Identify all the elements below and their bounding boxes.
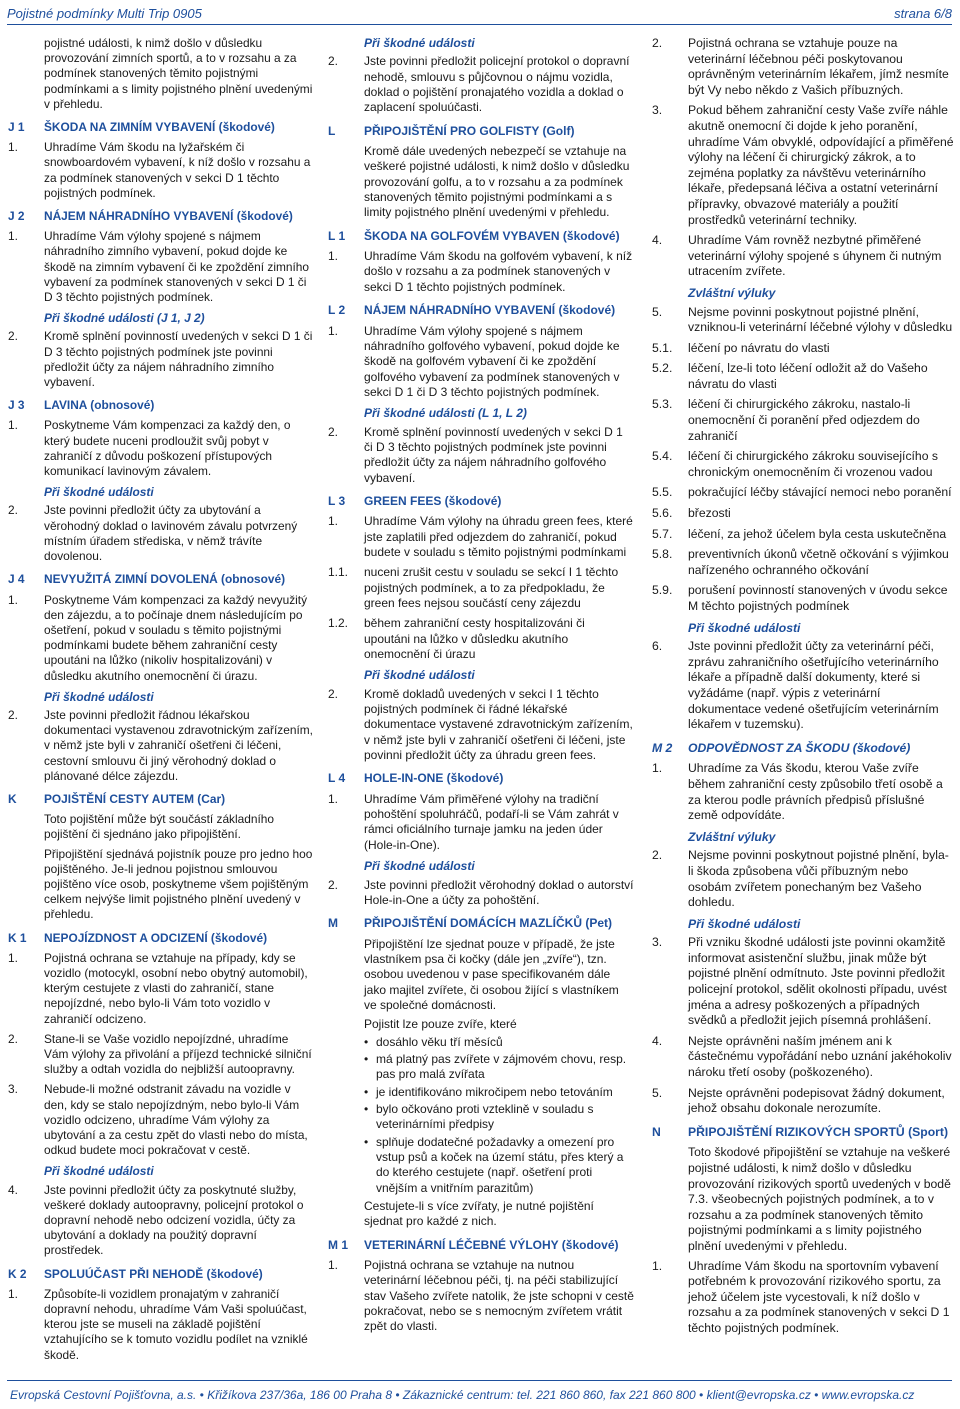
clause-number: 1. [8, 950, 18, 965]
clause-text: Při vzniku škodné události jste povinni okamžitě informovat asistenční službu, jinak může být pojistné plnění odmítnuto. Jste povinni předložit policejní protokol, sdělit okolnosti případu, uvést jména a adresy poškozených a případných svědků a předložit jejich písemná prohlášení. [688, 935, 947, 1028]
section-number: L 1 [328, 228, 346, 243]
clause-text: nuceni zrušit cestu v souladu se sekcí I 1 těchto pojistných podmínek, a to za předpokladu, že green fees nejsou součástí ceny zájezdu [364, 565, 619, 610]
clause-number: 1. [328, 249, 339, 264]
clause [652, 341, 954, 357]
subheading: Při škodné události [44, 1164, 154, 1179]
clause [652, 506, 954, 522]
clause [652, 761, 954, 823]
clause-text: léčení, za jehož účelem byla cesta uskutečněna [688, 526, 947, 541]
section-title: LAVINA (obnosové) [44, 398, 155, 413]
section-title: GREEN FEES (škodové) [364, 493, 502, 508]
clause-number: 1. [328, 323, 339, 338]
clause [8, 1082, 314, 1158]
column-middle [328, 36, 634, 1340]
subheading: Při škodné události [44, 689, 154, 704]
section-number: K 1 [8, 930, 27, 945]
clause-text: Nejste oprávněni naším jménem ani k částečnému vypořádání nebo uznání jakéhokoliv nároku třetí osoby (poškozeného). [688, 1033, 952, 1080]
clause [652, 485, 954, 501]
clause-number: 1. [328, 791, 339, 806]
clause-number: 1. [8, 1286, 18, 1301]
clause [652, 1259, 954, 1337]
clause-number: 5.5. [652, 485, 673, 500]
clause [328, 54, 634, 115]
clause-number: 3. [652, 103, 663, 118]
clause [328, 792, 634, 853]
clause-number: 2. [8, 1031, 18, 1046]
clause-number: 5.3. [652, 397, 673, 412]
section-title: SPOLUÚČAST PŘI NEHODĚ (škodové) [44, 1266, 263, 1281]
section-heading [8, 398, 314, 413]
bullet-list-wrapper [328, 1035, 634, 1196]
clause-number: 3. [8, 1082, 18, 1097]
section-title: VETERINÁRNÍ LÉČEBNÉ VÝLOHY (škodové) [364, 1237, 619, 1252]
clause-number: 5.7. [652, 526, 673, 541]
clause-number: 2. [328, 54, 339, 69]
clause-text: Jste povinni předložit věrohodný doklad o autorství Hole-in-One a účty za pohoštění. [364, 877, 634, 907]
section-heading [328, 494, 634, 509]
clause [8, 708, 314, 784]
paragraph: Připojištění lze sjednat pouze v případě, že jste vlastníkem psa či kočky (dále jen „zvíře“), tzn. osobou uvedenou v pase specifikovaném dále jako majitel zvířete, či osobou žijící s vlastníkem ve společné domácnosti. [364, 936, 619, 1012]
header-divider [7, 24, 952, 25]
section-number: J 3 [8, 398, 25, 413]
clause [652, 36, 954, 98]
clause [652, 935, 954, 1029]
section-title: NÁJEM NÁHRADNÍHO VYBAVENÍ (škodové) [364, 303, 616, 318]
clause-number: 5.4. [652, 449, 673, 464]
clause [328, 249, 634, 295]
clause-number: 5.8. [652, 547, 673, 562]
section-number: M 2 [652, 740, 673, 755]
clause-number: 4. [8, 1182, 18, 1197]
list-item: • má platný pas zvířete v zájmovém chovu, resp. pas pro malá zvířata [364, 1052, 634, 1083]
section-heading [652, 741, 954, 757]
clause [652, 361, 954, 392]
subheading: Při škodné události [364, 36, 475, 50]
subheading: Při škodné události [364, 859, 475, 874]
clause-text: Pokud během zahraniční cesty Vaše zvíře náhle akutně onemocní či dojde k jeho poranění, uhradíme Vám obvyklé, odpovídající a přiměřené výlohy na léčení či chirurgický zákrok, a to zejména poplatky za návštěvu veterinárního lékaře, předepsaná léčiva a ostatní veterinární přípravky, obvazové materiály a použití prostředků veterinární techniky. [688, 103, 954, 227]
clause-text: Pojistná ochrana se vztahuje pouze na veterinární léčebnou péči poskytovanou oprávněným veterinárním lékařem, jímž nesmíte být Vy nebo někdo z Vašich příbuzných. [688, 36, 949, 97]
section-title: ŠKODA NA GOLFOVÉM VYBAVEN (škodové) [364, 228, 620, 243]
clause-text: Uhradíme Vám výlohy spojené s nájmem náhradního golfového vybavení, pokud dojde ke škodě na golfovém vybavení či ke zpoždění golfového vybavení za podmínek stanovených v sekci D 1 či D 3 těchto pojistných podmínek. [364, 323, 620, 399]
section-number: K [8, 791, 17, 806]
paragraph: Kromě dále uvedených nebezpečí se vztahuje na veškeré pojistné události, k nimž došlo v důsledku provozování golfu, a to v rozsahu a za podmínek stanovených těmito pojistnými podmínkami a s limity pojistného plnění uvedenými v přehledu. [364, 144, 630, 220]
section-heading [8, 1267, 314, 1282]
clause-number: 5. [652, 1085, 663, 1100]
clause-text: Nejsme povinni poskytnout pojistné plnění, byla-li škoda způsobena vůči příbuzným nebo osobám zvířetem ponechaným bez Vašeho dohledu. [688, 848, 949, 910]
clause-text: Uhradíme Vám škodu na lyžařském či snowboardovém vybavení, k níž došlo v rozsahu a za podmínek stanovených v sekci D 1 těchto pojistných podmínek. [44, 140, 311, 200]
clause-number: 2. [8, 707, 18, 722]
clause [652, 527, 954, 543]
clause-text: preventivních úkonů včetně očkování s výjimkou nařízeného ochranného očkování [688, 547, 949, 577]
clause-text: Nebude-li možné odstranit závadu na vozidle v den, kdy se stalo nepojízdným, nebo bylo-li Vám vozidlo odcizeno, uhradíme Vám výlohy za ubytování a za cestu zpět do vlasti nebo do místa, odkud budete moci pokračovat v cestě. [44, 1082, 308, 1158]
clause-text: Uhradíme Vám škodu na sportovním vybavení potřebném k provozování rizikového sportu, za jehož účelem jste vycestovali, k níž došlo v rozsahu a za podmínek stanovených v sekci D 1 těchto pojistných podmínek. [688, 1258, 950, 1335]
clause-number: 2. [8, 329, 18, 344]
section-title: NEVYUŽITÁ ZIMNÍ DOVOLENÁ (obnosové) [44, 572, 286, 587]
document-title: Pojistné podmínky Multi Trip 0905 [7, 6, 202, 21]
clause [8, 418, 314, 479]
clause [652, 848, 954, 910]
clause-text: Uhradíme Vám výlohy spojené s nájmem náhradního zimního vybavení, pokud dojde ke škodě na zimním vybavení či ke zpoždění zimního vybavení za podmínek stanovených v sekci D 1 či D 3 těchto pojistných podmínek. [44, 229, 310, 305]
clause-number: 1. [8, 592, 18, 607]
clause-number: 5.1. [652, 340, 673, 355]
clause [8, 1032, 314, 1078]
section-title: POJIŠTĚNÍ CESTY AUTEM (Car) [44, 791, 226, 806]
clause [652, 1034, 954, 1081]
column-left [8, 36, 314, 1368]
section-title: NÁJEM NÁHRADNÍHO VYBAVENÍ (škodové) [44, 209, 293, 224]
section-number: K 2 [8, 1266, 27, 1281]
section-title: ŠKODA NA ZIMNÍM VYBAVENÍ (škodové) [44, 120, 275, 135]
clause-number: 1. [652, 761, 663, 776]
paragraph: Toto škodové připojištění se vztahuje na veškeré pojistné události, k nimž došlo v důsledku provozování rizikových sportů uvedených v bodě 7.3. všeobecných pojistných podmínek, a to v rozsahu a za podmínek stanovených těmito pojistnými podmínkami a s limity pojistného plnění uvedenými v přehledu. [688, 1145, 951, 1253]
page-footer [0, 1380, 960, 1409]
clause-number: 1. [8, 418, 18, 433]
clause-text: Uhradíme Vám rovněž nezbytné přiměřené veterinární výlohy spojené s úhynem či nutným utracením zvířete. [688, 233, 942, 279]
clause-text: Nejsme povinni poskytnout pojistné plnění, vzniknou-li veterinární léčebné výlohy v důsledku [688, 304, 953, 335]
section-heading [328, 771, 634, 786]
section-heading [8, 792, 314, 807]
section-heading [652, 1125, 954, 1141]
clause-number: 2. [328, 686, 339, 701]
subheading: Při škodné události [44, 485, 154, 500]
clause-number: 4. [652, 1033, 663, 1048]
clause [652, 233, 954, 280]
clause [328, 514, 634, 560]
clause [8, 1183, 314, 1259]
clause-number: 3. [652, 935, 663, 950]
section-heading [8, 931, 314, 946]
clause-number: 1. [652, 1258, 663, 1273]
clause [8, 503, 314, 564]
clause-text: pokračující léčby stávající nemoci nebo poranění [688, 485, 952, 500]
clause [652, 639, 954, 733]
section-heading [328, 229, 634, 244]
clause-text: Nejste oprávněni podepisovat žádný dokument, jehož obsahu dokonale nerozumíte. [688, 1085, 945, 1116]
clause-text: Uhradíme Vám škodu na golfovém vybavení, k níž došlo v rozsahu a za podmínek stanovených v sekci D 1 těchto pojistných podmínek. [364, 249, 633, 294]
section-number: L 4 [328, 771, 346, 786]
clause-text: Kromě dokladů uvedených v sekci I 1 těchto pojistných podmínek či řádné lékařské dokumentace vystavené zdravotnickým zařízením, v němž jste byli v zahraničí ošetřeni či léčeni, jste povinni předložit účty za úhradu green fees. [364, 686, 633, 763]
clause-text: Jste povinni předložit řádnou lékařskou dokumentaci vystavenou zdravotnickým zařízením, v němž jste byli v zahraničí ošetřeni či léčeni, cestovní smlouvu či jiný věrohodný doklad o plánované délce zájezdu. [44, 707, 313, 783]
clause-number: 1. [8, 140, 18, 155]
section-number: J 4 [8, 572, 25, 587]
clause-number: 6. [652, 639, 663, 654]
clause-number: 2. [652, 36, 663, 50]
clause-number: 5.2. [652, 361, 673, 376]
clause [328, 1258, 634, 1335]
paragraph: Cestujete-li s více zvířaty, je nutné pojištění sjednat pro každé z nich. [364, 1199, 594, 1229]
subheading: Zvláštní výluky [688, 829, 776, 844]
clause [652, 449, 954, 480]
section-title: PŘIPOJIŠTĚNÍ DOMÁCÍCH MAZLÍČKŮ (Pet) [364, 916, 613, 931]
clause [8, 140, 314, 201]
clause [328, 565, 634, 611]
clause-number: 1. [8, 229, 18, 244]
column-right [652, 36, 954, 1342]
clause-text: Pojistná ochrana se vztahuje na případy, kdy se vozidlo (motocykl, osobní nebo obytný automobil), kterým cestujete z vlasti do zahraničí, stane nepojízdné, nebo bylo-li Vám toto vozidlo v zahraničí odcizeno. [44, 950, 308, 1026]
section-heading [8, 209, 314, 224]
clause-number: 2. [652, 848, 663, 863]
subheading: Při škodné události [688, 620, 801, 635]
clause-text: Způsobíte-li vozidlem pronajatým v zahraničí dopravní nehodu, uhradíme Vám Vaši spoluúčast, kterou jste se museli na základě pojištění vztahujícího se k tomuto vozidlu podílet na vzniklé škodě. [44, 1286, 308, 1362]
clause-text: léčení po návratu do vlasti [688, 340, 830, 355]
clause-text: léčení, lze-li toto léčení odložit až do Vašeho návratu do vlasti [688, 361, 928, 391]
page-number: strana 6/8 [894, 6, 952, 21]
list-item: • je identifikováno mikročipem nebo tetováním [364, 1085, 634, 1100]
clause [652, 1086, 954, 1117]
clause-number: 4. [652, 233, 663, 248]
clause-text: Jste povinni předložit účty za veterinární péči, zprávu zahraničního ošetřujícího veterinárního lékaře a případně další dokumenty, které si vyžádáme (např. výpis z veterinární dokumentace vedené ošetřujícím veterinárním lékařem v tuzemsku). [688, 639, 939, 732]
clause [8, 229, 314, 305]
clause [8, 1287, 314, 1363]
clause [328, 616, 634, 662]
clause-text: Jste povinni předložit účty za poskytnuté služby, veškeré doklady autoopravny, policejní protokol o dopravní nehodě nebo odcizení vozidla, účty za ubytování a doklady na použitý dopravní prostředek. [44, 1182, 304, 1258]
section-title: ODPOVĚDNOST ZA ŠKODU (škodové) [688, 740, 911, 755]
clause [328, 425, 634, 486]
clause-text: Stane-li se Vaše vozidlo nepojízdné, uhradíme Vám výlohy za přivolání a příjezd technické silniční služby a odtah vozidla do nejbližší autoopravny. [44, 1031, 312, 1077]
section-number: L [328, 123, 336, 138]
clause-text: porušení povinností stanovených v úvodu sekce M těchto pojistných podmínek [688, 583, 948, 613]
clause [8, 329, 314, 390]
clause-number: 5.6. [652, 506, 673, 521]
clause-number: 5. [652, 304, 663, 319]
clause-number: 5.9. [652, 583, 673, 598]
clause-number: 1. [328, 1258, 339, 1273]
list-item: • splňuje dodatečné požadavky a omezení pro vstup psů a koček na území státu, přes který a do kterého cestujete (např. ošetření proti vnějším a vnitřním parazitům) [364, 1135, 634, 1196]
paragraph: pojistné události, k nimž došlo v důsledku provozování zimních sportů, a to v rozsahu a za podmínek stanovených těmito pojistnými podmínkami a s limity pojistného plnění uvedenými v přehledu. [44, 36, 313, 111]
company-contact: Evropská Cestovní Pojišťovna, a.s. • Křižíkova 237/36a, 186 00 Praha 8 • Zákaznické centrum: tel. 221 860 860, fax 221 860 800 • klient@evropska.cz • www.evropska.cz [10, 1388, 915, 1402]
section-title: PŘIPOJIŠTĚNÍ RIZIKOVÝCH SPORTŮ (Sport) [688, 1124, 949, 1139]
clause [652, 583, 954, 614]
clause [652, 547, 954, 578]
clause-text: léčení či chirurgického zákroku souvisejícího s chronickým onemocněním či vrozenou vadou [688, 449, 938, 479]
section-heading [328, 1238, 634, 1253]
clause-text: Uhradíme za Vás škodu, kterou Vaše zvíře během zahraniční cesty způsobilo třetí osobě a za kterou podle právních předpisů příslušné země odpovídáte. [688, 761, 943, 823]
clause-text: Uhradíme Vám výlohy na úhradu green fees, které jste zaplatili před odjezdem do zahraničí, pokud budete v souladu s těmito pojistnými podmínkami [364, 514, 633, 559]
section-heading [328, 303, 634, 318]
clause-text: Jste povinni předložit policejní protokol o dopravní nehodě, smlouvu s půjčovnou o nájmu vozidla, doklad o pojištění pronajatého vozidla a doklad o zaplacení spoluúčasti. [364, 54, 630, 115]
subheading: Při škodné události [364, 668, 475, 683]
clause [328, 324, 634, 401]
section-number: M [328, 916, 338, 931]
clause-number: 1.1. [328, 565, 349, 580]
clause-text: léčení či chirurgického zákroku, nastalo-li onemocnění či poranění před odjezdem do zahraničí [688, 397, 920, 443]
page-header [0, 0, 960, 26]
section-number: J 1 [8, 120, 25, 135]
section-number: N [652, 1124, 661, 1139]
clause-text: Poskytneme Vám kompenzaci za každý den, o který budete nuceni prodloužit svůj pobyt v zahraničí z důvodu poškození přístupových komunikací lavinovým závalem. [44, 418, 291, 479]
clause-number: 1. [328, 514, 339, 529]
clause [652, 305, 954, 336]
clause [328, 878, 634, 909]
list-item: • bylo očkováno proti vzteklině v souladu s veterinárními předpisy [364, 1102, 634, 1133]
section-number: J 2 [8, 209, 25, 224]
clause-text: Poskytneme Vám kompenzaci za každý nevyužitý den zájezdu, a to počínaje dnem následujícím po ošetření, pokud v souladu s těmito pojistnými podmínkami budete během zahraniční cesty upoutáni na lůžko (nikoliv hospitalizováni) v důsledku akutního onemocnění či úrazu. [44, 592, 308, 683]
clause [328, 687, 634, 764]
section-heading [328, 916, 634, 931]
subheading: Při škodné události [688, 916, 801, 931]
footer-divider [7, 1380, 952, 1381]
clause-text: Kromě splnění povinností uvedených v sekci D 1 či D 3 těchto pojistných podmínek jste povinni předložit účty za nájem náhradního golfového vybavení. [364, 424, 623, 485]
section-title: HOLE-IN-ONE (škodové) [364, 771, 504, 786]
clause-number: 2. [8, 503, 18, 518]
clause-number: 2. [328, 424, 339, 439]
clause-text: Uhradíme Vám přiměřené výlohy na tradiční pohoštění spoluhráčů, podaří-li se Vám zahrát v rámci oficiálního turnaje jamku na jeden úder (Hole-in-One). [364, 791, 619, 852]
section-number: L 2 [328, 303, 346, 318]
clause-text: během zahraniční cesty hospitalizováni či upoutáni na lůžko v důsledku akutního onemocnění či úrazu [364, 616, 585, 662]
clause [8, 951, 314, 1027]
section-title: NEPOJÍZDNOST A ODCIZENÍ (škodové) [44, 930, 268, 945]
paragraph: Toto pojištění může být součástí základního pojištění či sjednáno jako připojištění. [44, 812, 275, 842]
subheading: Při škodné události (L 1, L 2) [364, 406, 527, 421]
section-heading [8, 572, 314, 587]
subheading: Při škodné události (J 1, J 2) [44, 311, 205, 326]
clause-text: Kromě splnění povinností uvedených v sekci D 1 či D 3 těchto pojistných podmínek jste povinni předložit účty za nájem náhradního zimního vybavení. [44, 329, 313, 390]
clause [652, 397, 954, 444]
clause [652, 103, 954, 228]
list-item: • dosáhlo věku tří měsíců [364, 1035, 634, 1050]
clause-number: 2. [328, 877, 339, 892]
section-number: L 3 [328, 493, 346, 508]
paragraph: Připojištění sjednává pojistník pouze pro jedno hoo pojištěného. Je-li jednou pojistnou smlouvou pojištěno více osob, poskytneme všem pojištěným celkem nejvýše limit pojistného plnění uvedený v přehledu. [44, 846, 313, 922]
clause-text: březosti [688, 506, 731, 521]
clause-text: Jste povinni předložit účty za ubytování a věrohodný doklad o lavinovém závalu potvrzený místním úřadem střediska, v němž trávíte dovolenou. [44, 503, 298, 564]
clause [8, 593, 314, 684]
bullet-list [364, 1035, 634, 1196]
clause-text: Pojistná ochrana se vztahuje na nutnou veterinární léčebnou péči, tj. na péči stabilizující stav Vašeho zvířete natolik, že jste schopni v cestě pokračovat, nebo se s nemocným zvířetem vrátit zpět do vlasti. [364, 1258, 634, 1334]
section-heading [8, 120, 314, 135]
section-title: PŘIPOJIŠTĚNÍ PRO GOLFISTY (Golf) [364, 123, 575, 138]
paragraph: Pojistit lze pouze zvíře, které [364, 1017, 517, 1032]
section-heading [328, 124, 634, 139]
clause-number: 1.2. [328, 616, 349, 631]
subheading: Zvláštní výluky [688, 285, 776, 300]
section-number: M 1 [328, 1237, 349, 1252]
